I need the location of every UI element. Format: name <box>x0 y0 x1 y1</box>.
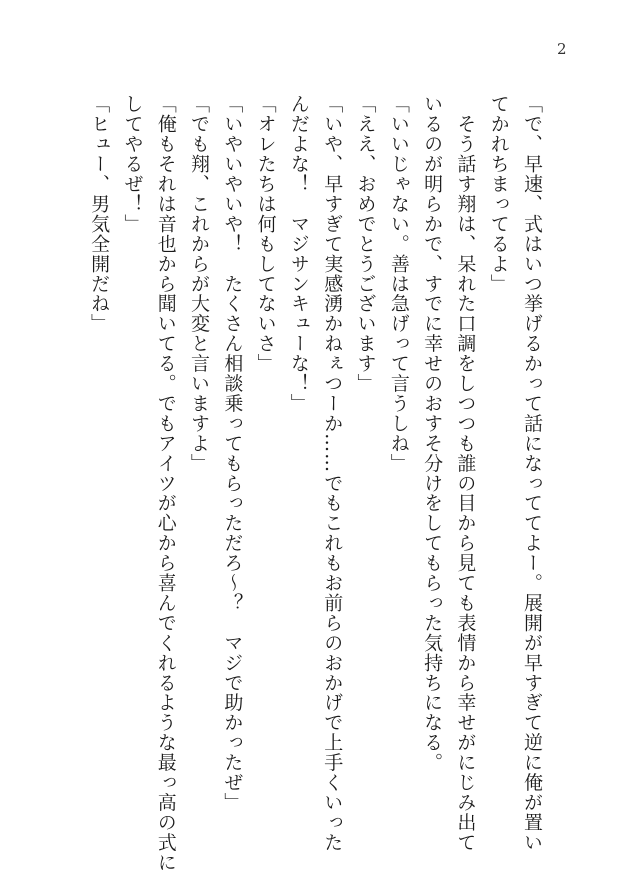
text-line: てかれちまってるよ」 <box>487 94 510 294</box>
text-line: してやるぜ！」 <box>121 94 144 234</box>
vertical-text-body <box>82 94 548 873</box>
text-line: 「ヒュー、男気全開だね」 <box>88 94 111 334</box>
text-line: いるのが明らかで、すでに幸せのおすそ分けをしてもらった気持ちになる。 <box>421 94 444 773</box>
text-line: 「で、早速、式はいつ挙げるかって話になっててよー。展開が早すぎて逆に俺が置い <box>521 94 543 853</box>
text-line: 「いいじゃない。善は急げって言うしね」 <box>387 94 410 474</box>
text-line: 「オレたちは何もしてないさ」 <box>254 94 277 374</box>
text-line: 「でも翔、これからが大変と言いますよ」 <box>188 94 211 474</box>
text-line: んだよな！ マジサンキューな！」 <box>287 94 310 414</box>
text-line: 「俺もそれは音也から聞いてる。でもアイツが心から喜んでくれるような最っ高の式に <box>154 94 177 873</box>
text-line: そう話す翔は、呆れた口調をしつつも誰の目から見ても表情から幸せがにじみ出て <box>454 94 477 853</box>
text-line: 「ええ、おめでとうございます」 <box>354 94 377 394</box>
page-number: 2 <box>557 40 567 58</box>
text-line: 「いや、早すぎて実感湧かねぇつーか……でもこれもお前らのおかげで上手くいった <box>321 94 344 853</box>
text-line: 「いやいやいや！ たくさん相談乗ってもらっただろ〜？ マジで助かったぜ」 <box>221 94 244 813</box>
